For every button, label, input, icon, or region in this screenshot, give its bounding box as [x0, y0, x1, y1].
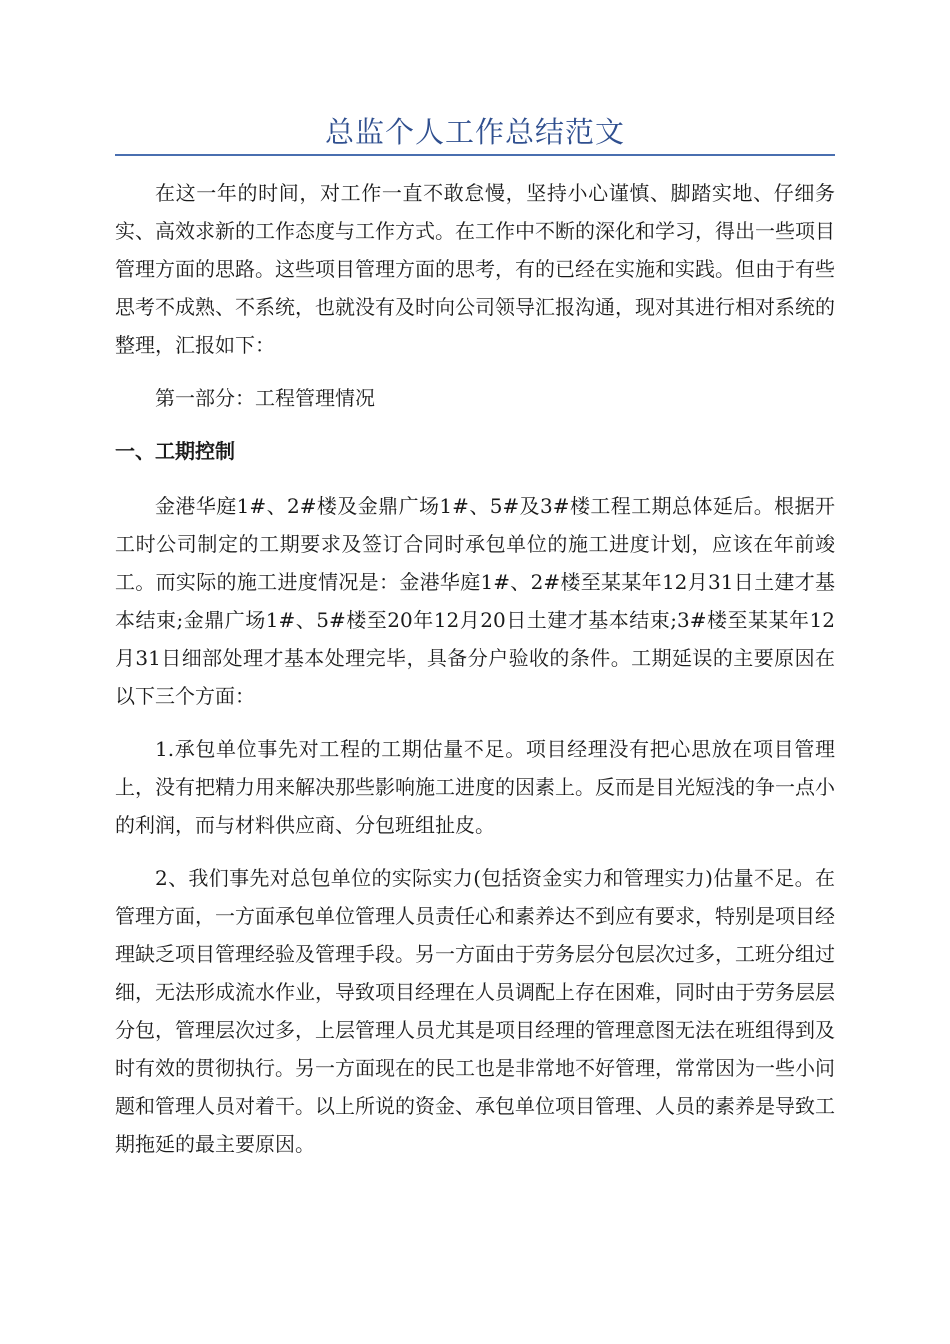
- section-heading: 一、工期控制: [115, 439, 235, 463]
- part-label: 第一部分：工程管理情况: [155, 386, 375, 410]
- intro-paragraph: 在这一年的时间，对工作一直不敢怠慢，坚持小心谨慎、脚踏实地、仔细务实、高效求新的工作态度与工作方式。在工作中不断的深化和学习，得出一些项目管理方面的思路。这些项目管理方面的思考，有的已经在实施和实践。但由于有些思考不成熟、不系统，也就没有及时向公司领导汇报沟通，现对其进行相对系统的整理，汇报如下：: [115, 181, 835, 357]
- title-underline: [115, 154, 835, 156]
- schedule-paragraph: 金港华庭1#、2#楼及金鼎广场1#、5#及3#楼工程工期总体延后。根据开工时公司制定的工期要求及签订合同时承包单位的施工进度计划，应该在年前竣工。而实际的施工进度情况是：金港华庭1#、2#楼至某某年12月31日土建才基本结束;金鼎广场1#、5#楼至20年12月20日土建才基本结束;3#楼至某某年12月31日细部处理才基本处理完毕，具备分户验收的条件。工期延误的主要原因在以下三个方面：: [115, 494, 835, 708]
- reason-2-paragraph: 2、我们事先对总包单位的实际实力(包括资金实力和管理实力)估量不足。在管理方面，一方面承包单位管理人员责任心和素养达不到应有要求，特别是项目经理缺乏项目管理经验及管理手段。另一方面由于劳务层分包层次过多，工班分组过细，无法形成流水作业，导致项目经理在人员调配上存在困难，同时由于劳务层层分包，管理层次过多，上层管理人员尤其是项目经理的管理意图无法在班组得到及时有效的贯彻执行。另一方面现在的民工也是非常地不好管理，常常因为一些小问题和管理人员对着干。以上所说的资金、承包单位项目管理、人员的素养是导致工期拖延的最主要原因。: [115, 866, 835, 1156]
- document-body: [115, 174, 835, 1178]
- document-title: 总监个人工作总结范文: [324, 115, 625, 149]
- reason-1-paragraph: 1.承包单位事先对工程的工期估量不足。项目经理没有把心思放在项目管理上，没有把精力用来解决那些影响施工进度的因素上。反而是目光短浅的争一点小的利润，而与材料供应商、分包班组扯皮。: [115, 737, 835, 837]
